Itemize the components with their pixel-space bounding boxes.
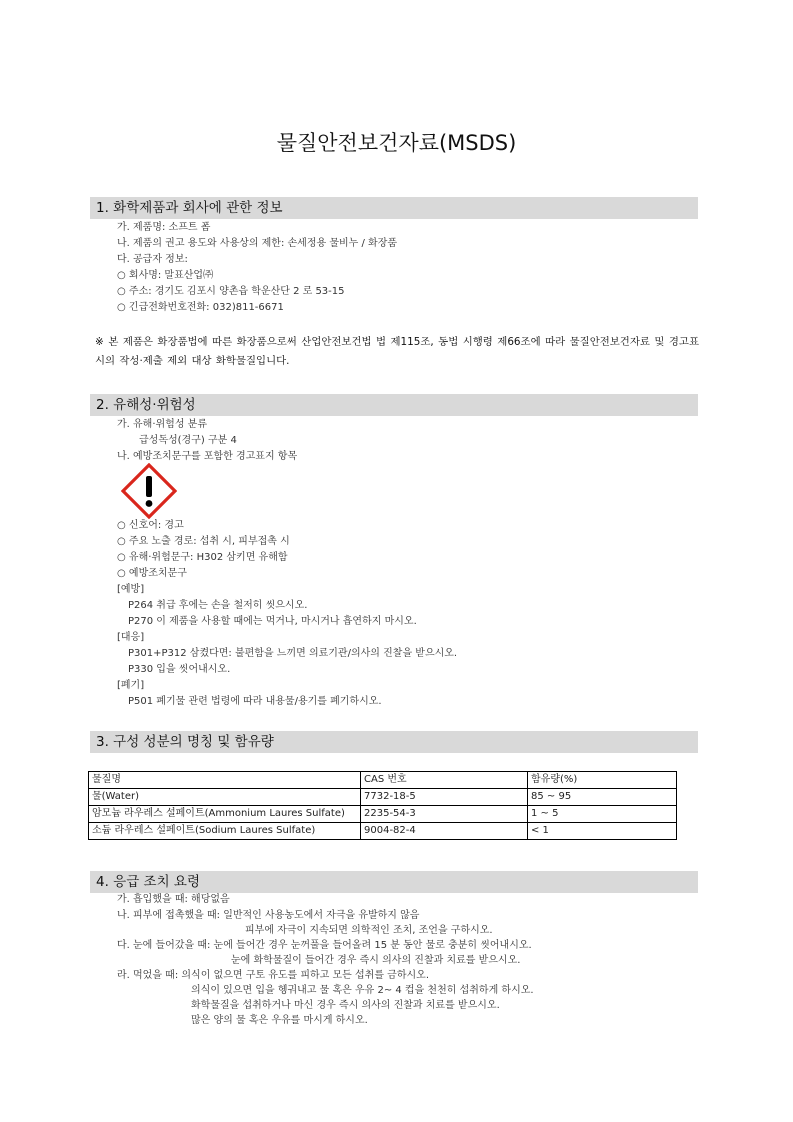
section-4-heading: 4. 응급 조치 요령	[96, 874, 200, 890]
table-row	[89, 806, 677, 823]
column-header-cas: CAS 번호	[361, 772, 528, 789]
classification-heading: 가. 유해·위험성 분류	[117, 419, 207, 430]
first-aid-skin: 나. 피부에 접촉했을 때: 일반적인 사용농도에서 자극을 유발하지 않음	[117, 910, 420, 921]
first-aid-ingestion-continued: 화학물질을 섭취하거나 마신 경우 즉시 의사의 진찰과 치료를 받으시오.	[191, 1000, 500, 1011]
page-title: 물질안전보건자료(MSDS)	[276, 131, 517, 155]
exemption-notice: ※ 본 제품은 화장품법에 따른 화장품으로써 산업안전보건법 법 제115조, 동법 시행령 제66조에 따라 물질안전보건자료 및 경고표시의 작성·제출 제외 대상 화학물질입니다.	[95, 336, 699, 367]
table-header-row	[89, 772, 677, 789]
label-elements-heading: 나. 예방조치문구를 포함한 경고표지 항목	[117, 451, 298, 462]
section-3-heading: 3. 구성 성분의 명칭 및 함유량	[96, 734, 274, 750]
first-aid-ingestion-continued: 의식이 있으면 입을 헹궈내고 물 혹은 우유 2~ 4 컵을 천천히 섭취하게 하시오.	[191, 985, 534, 996]
table-row	[89, 823, 677, 840]
first-aid-ingestion: 라. 먹었을 때: 의식이 없으면 구토 유도를 피하고 모든 섭취를 금하시오.	[117, 970, 429, 981]
precaution-p301-p312: P301+P312 삼켰다면: 불편함을 느끼면 의료기관/의사의 진찰을 받으시오.	[128, 648, 458, 659]
substance-name: 소듐 라우레스 설페이트(Sodium Laures Sulfate)	[89, 823, 361, 840]
recommended-use: 나. 제품의 권고 용도와 사용상의 제한: 손세정용 물비누 / 화장품	[117, 238, 398, 249]
precaution-p501: P501 폐기물 관련 법령에 따라 내용물/용기를 폐기하시오.	[128, 696, 382, 707]
company-address: ○ 주소: 경기도 김포시 양촌읍 학운산단 2 로 53-15	[117, 286, 345, 297]
cas-number: 9004-82-4	[361, 823, 528, 840]
prevention-label: [예방]	[117, 584, 145, 595]
signal-word: ○ 신호어: 경고	[117, 520, 184, 531]
precaution-p270: P270 이 제품을 사용할 때에는 먹거나, 마시거나 흡연하지 마시오.	[128, 616, 417, 627]
precaution-p330: P330 입을 씻어내시오.	[128, 664, 231, 675]
precaution-p264: P264 취급 후에는 손을 철저히 씻으시오.	[128, 600, 308, 611]
table-row	[89, 789, 677, 806]
classification-value: 급성독성(경구) 구분 4	[139, 435, 237, 446]
composition-table	[88, 771, 677, 840]
column-header-content: 함유량(%)	[528, 772, 677, 789]
company-name: ○ 회사명: 말표산업㈜	[117, 270, 214, 281]
content-percent: 1 ~ 5	[528, 806, 677, 823]
cas-number: 7732-18-5	[361, 789, 528, 806]
response-label: [대응]	[117, 632, 145, 643]
substance-name: 물(Water)	[89, 789, 361, 806]
first-aid-inhalation: 가. 흡입했을 때: 해당없음	[117, 894, 230, 905]
first-aid-eye-continued: 눈에 화학물질이 들어간 경우 즉시 의사의 진찰과 치료를 받으시오.	[231, 955, 521, 966]
column-header-substance: 물질명	[89, 772, 361, 789]
exposure-route: ○ 주요 노출 경로: 섭취 시, 피부접촉 시	[117, 536, 290, 547]
section-2-heading: 2. 유해성·위험성	[96, 397, 196, 413]
exclamation-mark-pictogram-icon	[121, 463, 177, 519]
hazard-statement: ○ 유해·위험문구: H302 삼키면 유해함	[117, 552, 288, 563]
supplier-heading: 다. 공급자 정보:	[117, 254, 188, 265]
content-percent: 85 ~ 95	[528, 789, 677, 806]
first-aid-skin-continued: 피부에 자극이 지속되면 의학적인 조치, 조언을 구하시오.	[245, 925, 493, 936]
substance-name: 암모늄 라우레스 설페이트(Ammonium Laures Sulfate)	[89, 806, 361, 823]
precaution-heading: ○ 예방조치문구	[117, 568, 187, 579]
section-1-heading: 1. 화학제품과 회사에 관한 정보	[96, 200, 283, 216]
content-percent: < 1	[528, 823, 677, 840]
product-name: 가. 제품명: 소프트 폼	[117, 222, 211, 233]
first-aid-ingestion-continued: 많은 양의 물 혹은 우유를 마시게 하시오.	[191, 1015, 368, 1026]
first-aid-eye: 다. 눈에 들어갔을 때: 눈에 들어간 경우 눈꺼풀을 들어올려 15 분 동안 물로 충분히 씻어내시오.	[117, 940, 532, 951]
disposal-label: [폐기]	[117, 680, 145, 691]
emergency-phone: ○ 긴급전화번호전화: 032)811-6671	[117, 302, 284, 313]
cas-number: 2235-54-3	[361, 806, 528, 823]
